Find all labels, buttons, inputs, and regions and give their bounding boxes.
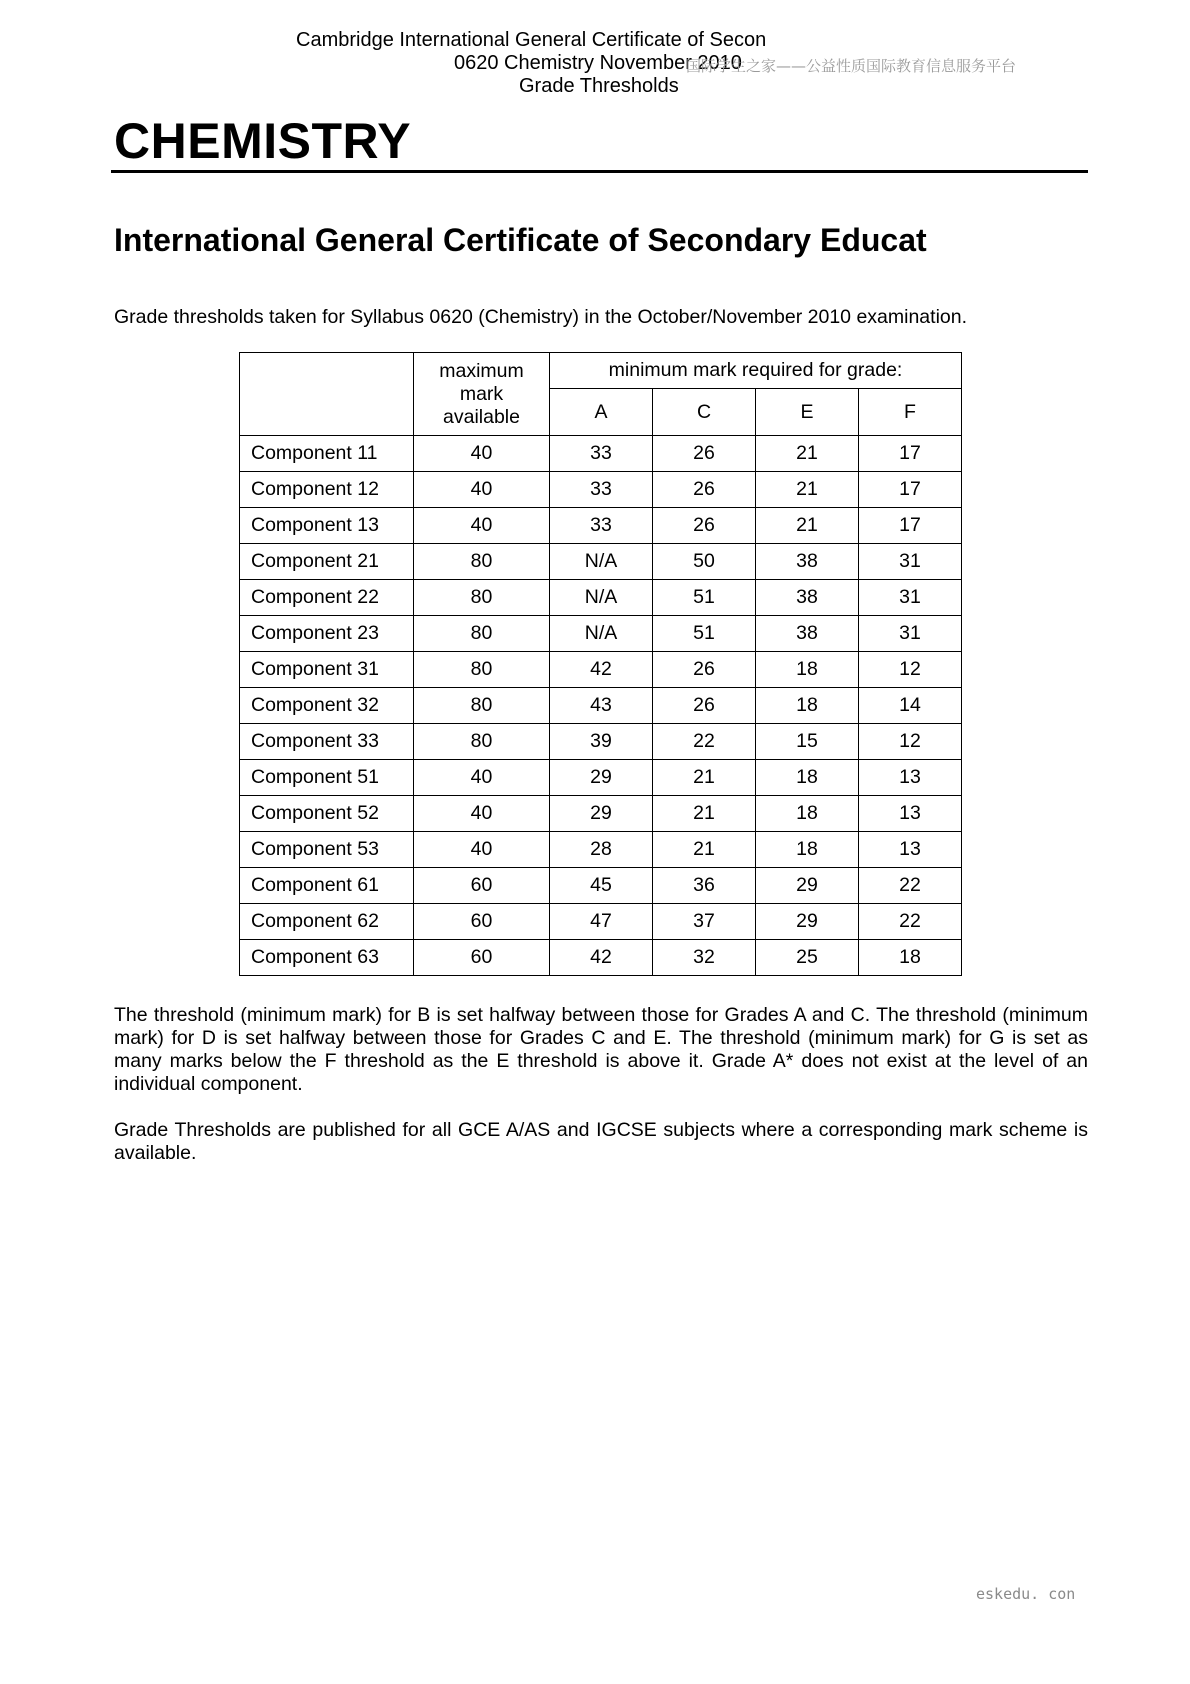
max-mark-cell: 80 [414,616,550,652]
table-row [240,832,962,868]
grade-c-cell: 51 [653,616,756,652]
table-row [240,760,962,796]
table-row [240,544,962,580]
grade-a-cell: 29 [550,796,653,832]
grade-c-cell: 32 [653,940,756,976]
header-line-1: Cambridge International General Certificate of Secon [296,29,767,51]
grade-f-cell: 13 [859,832,962,868]
grade-header-e: E [756,389,859,436]
grade-c-cell: 37 [653,904,756,940]
grade-f-cell: 31 [859,616,962,652]
grade-a-cell: 39 [550,724,653,760]
table-corner-cell [240,353,414,436]
grade-a-cell: N/A [550,580,653,616]
grade-a-cell: N/A [550,616,653,652]
page-title: CHEMISTRY [114,113,412,169]
component-name-cell: Component 13 [240,508,414,544]
grade-f-cell: 14 [859,688,962,724]
max-mark-cell: 60 [414,904,550,940]
grade-e-cell: 18 [756,652,859,688]
max-mark-header [414,353,550,436]
grade-f-cell: 13 [859,796,962,832]
max-mark-header-line: maximum [439,359,524,382]
grade-f-cell: 31 [859,580,962,616]
grade-f-cell: 22 [859,904,962,940]
grade-c-cell: 50 [653,544,756,580]
grade-f-cell: 17 [859,472,962,508]
grade-c-cell: 26 [653,652,756,688]
table-row [240,796,962,832]
grade-f-cell: 13 [859,760,962,796]
title-divider [111,170,1088,173]
grade-c-cell: 26 [653,508,756,544]
grade-f-cell: 31 [859,544,962,580]
table-row [240,904,962,940]
max-mark-cell: 40 [414,832,550,868]
table-row [240,868,962,904]
grade-c-cell: 26 [653,688,756,724]
grade-e-cell: 21 [756,508,859,544]
max-mark-cell: 80 [414,544,550,580]
grade-e-cell: 18 [756,796,859,832]
grade-a-cell: 28 [550,832,653,868]
page-subtitle: International General Certificate of Secondary Educat [114,222,927,258]
max-mark-cell: 80 [414,580,550,616]
grade-f-cell: 22 [859,868,962,904]
grade-c-cell: 21 [653,796,756,832]
table-row [240,616,962,652]
grade-f-cell: 17 [859,508,962,544]
component-name-cell: Component 33 [240,724,414,760]
table-row [240,472,962,508]
watermark-text: 国际学生之家——公益性质国际教育信息服务平台 [686,57,1017,75]
grade-a-cell: N/A [550,544,653,580]
notes-paragraph-2: Grade Thresholds are published for all GCE A/AS and IGCSE subjects where a corresponding mark scheme is available. [114,1119,1088,1164]
table-row [240,436,962,472]
header-line-3: Grade Thresholds [519,75,679,97]
max-mark-cell: 80 [414,724,550,760]
component-name-cell: Component 11 [240,436,414,472]
component-name-cell: Component 52 [240,796,414,832]
component-name-cell: Component 32 [240,688,414,724]
grade-c-cell: 21 [653,832,756,868]
grade-e-cell: 18 [756,760,859,796]
component-name-cell: Component 61 [240,868,414,904]
grade-a-cell: 42 [550,652,653,688]
grade-e-cell: 18 [756,832,859,868]
grade-f-cell: 12 [859,724,962,760]
grade-e-cell: 38 [756,580,859,616]
component-name-cell: Component 63 [240,940,414,976]
component-name-cell: Component 62 [240,904,414,940]
grade-a-cell: 29 [550,760,653,796]
grade-e-cell: 29 [756,904,859,940]
grade-e-cell: 18 [756,688,859,724]
component-name-cell: Component 23 [240,616,414,652]
header-line-2: 0620 Chemistry November 2010 [454,52,742,74]
grade-c-cell: 51 [653,580,756,616]
grade-a-cell: 43 [550,688,653,724]
max-mark-cell: 60 [414,868,550,904]
max-mark-cell: 60 [414,940,550,976]
grade-e-cell: 15 [756,724,859,760]
grade-c-cell: 21 [653,760,756,796]
grade-c-cell: 26 [653,436,756,472]
grade-a-cell: 47 [550,904,653,940]
grade-c-cell: 22 [653,724,756,760]
grade-a-cell: 42 [550,940,653,976]
table-row [240,688,962,724]
grade-a-cell: 33 [550,508,653,544]
max-mark-cell: 80 [414,688,550,724]
table-row [240,724,962,760]
grade-header-c: C [653,389,756,436]
grade-f-cell: 17 [859,436,962,472]
component-name-cell: Component 22 [240,580,414,616]
grade-header-a: A [550,389,653,436]
component-name-cell: Component 53 [240,832,414,868]
footer-site-text: eskedu. con [976,1585,1076,1603]
grade-a-cell: 33 [550,436,653,472]
grade-e-cell: 38 [756,544,859,580]
intro-text: Grade thresholds taken for Syllabus 0620 (Chemistry) in the October/November 2010 examination. [114,306,968,328]
max-mark-cell: 80 [414,652,550,688]
table-row [240,508,962,544]
table-row [240,940,962,976]
max-mark-cell: 40 [414,472,550,508]
grade-f-cell: 12 [859,652,962,688]
notes-paragraph-1: The threshold (minimum mark) for B is set halfway between those for Grades A and C. The threshold (minimum mark) for D is set halfway between those for Grades C and E. The threshold (minimum mark) for G is set as many marks below the F threshold as the E threshold is above it. Grade A* does not exist at the level of an individual component. [114,1004,1088,1095]
max-mark-cell: 40 [414,508,550,544]
max-mark-cell: 40 [414,436,550,472]
grade-e-cell: 25 [756,940,859,976]
max-mark-cell: 40 [414,796,550,832]
component-name-cell: Component 12 [240,472,414,508]
table-row [240,580,962,616]
component-name-cell: Component 51 [240,760,414,796]
grade-e-cell: 21 [756,436,859,472]
table-row [240,652,962,688]
component-name-cell: Component 21 [240,544,414,580]
grade-header-f: F [859,389,962,436]
max-mark-header-line: mark [459,382,504,405]
grade-a-cell: 33 [550,472,653,508]
grade-e-cell: 21 [756,472,859,508]
grade-threshold-table [239,352,962,976]
grade-c-cell: 26 [653,472,756,508]
max-mark-header-line: available [443,405,520,428]
grade-c-cell: 36 [653,868,756,904]
grade-e-cell: 38 [756,616,859,652]
grade-f-cell: 18 [859,940,962,976]
max-mark-cell: 40 [414,760,550,796]
min-mark-header: minimum mark required for grade: [550,353,962,389]
grade-e-cell: 29 [756,868,859,904]
component-name-cell: Component 31 [240,652,414,688]
grade-a-cell: 45 [550,868,653,904]
